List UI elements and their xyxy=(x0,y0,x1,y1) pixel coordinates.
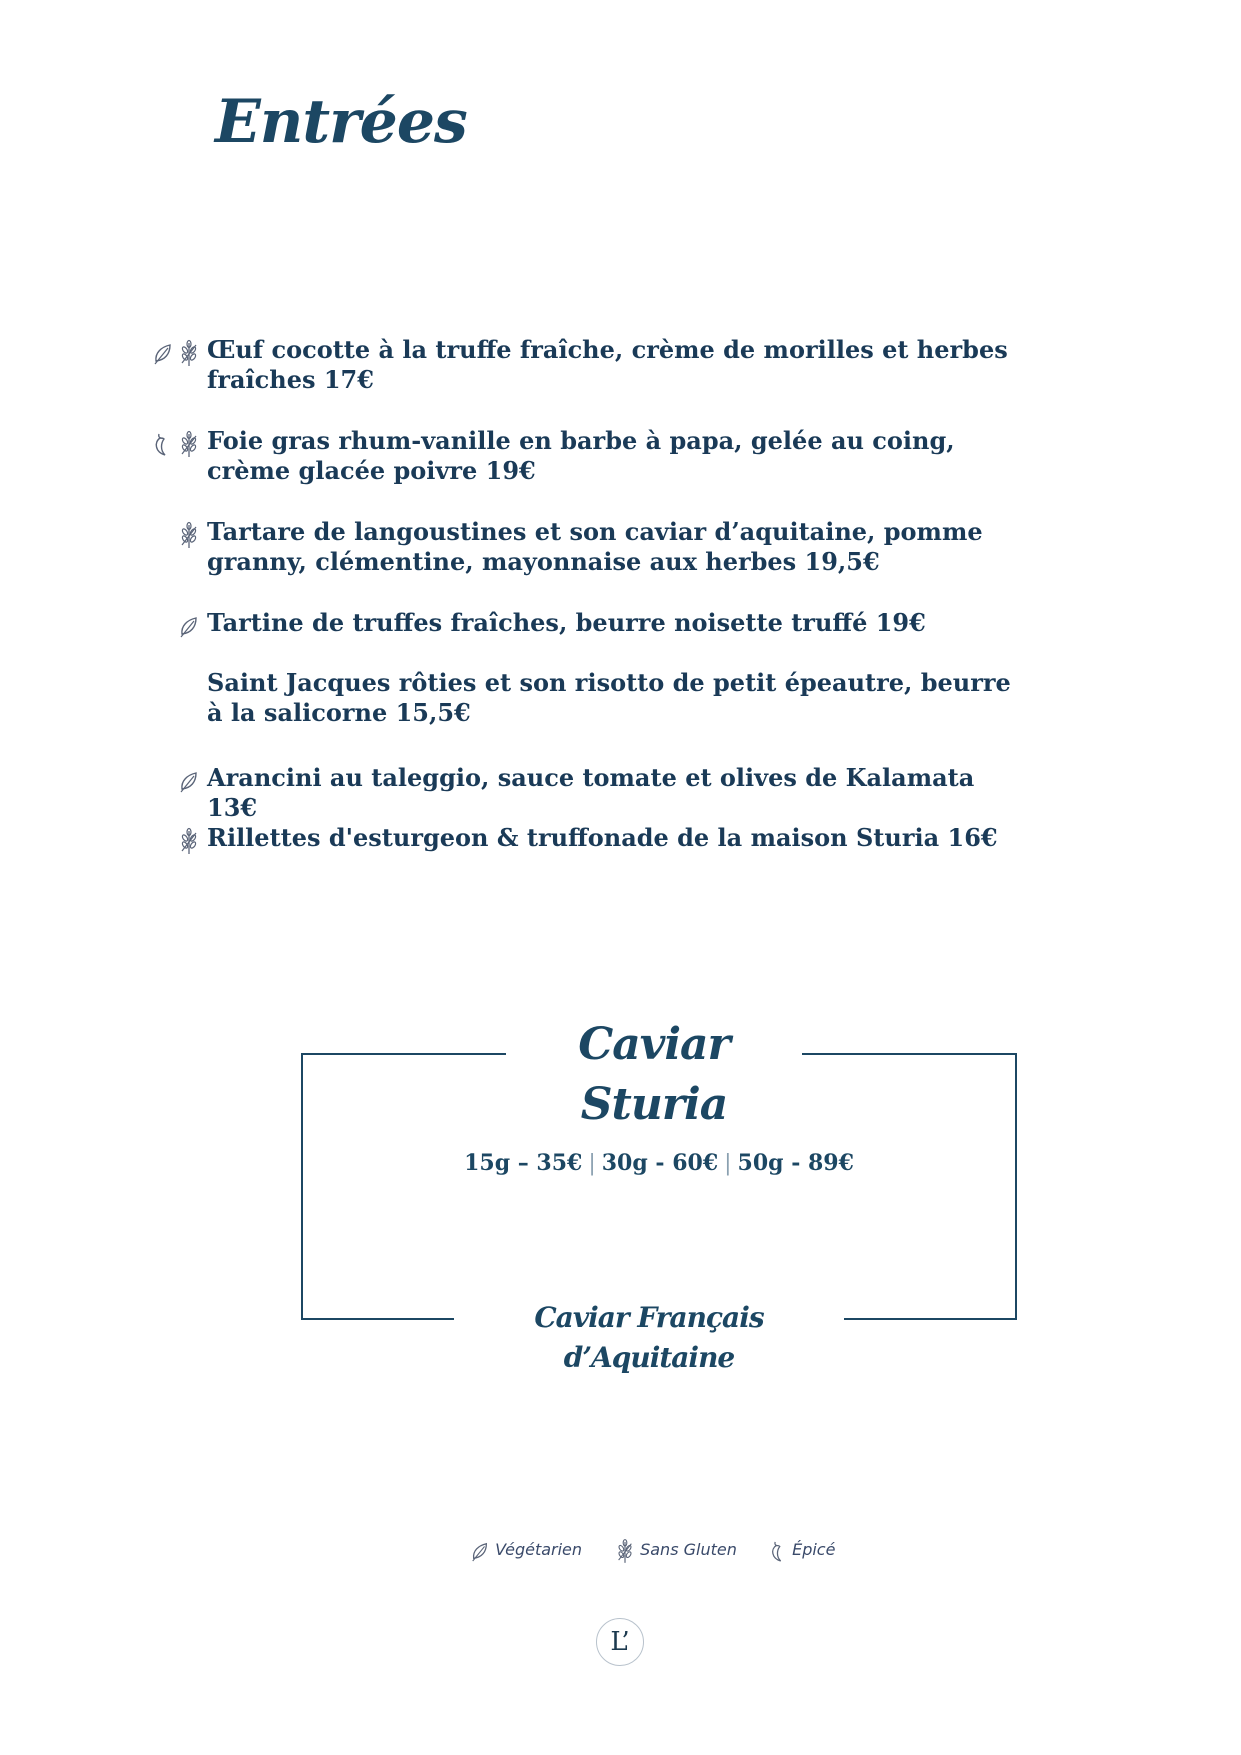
gluten-free-icon xyxy=(178,339,200,367)
dietary-icons xyxy=(148,612,202,640)
caviar-subtitle: Caviar Français d’Aquitaine xyxy=(454,1298,844,1378)
dish-name: Foie gras rhum-vanille en barbe à papa, gelée au coing, crème glacée poivre 19€ xyxy=(207,426,955,485)
legend-label: Épicé xyxy=(792,1540,836,1559)
dietary-icons xyxy=(148,521,202,549)
dietary-icons xyxy=(148,767,202,795)
gluten-free-icon xyxy=(178,521,200,549)
vegetarian-icon xyxy=(470,1540,490,1559)
dish-name: Tartine de truffes fraîches, beurre noisette truffé 19€ xyxy=(207,608,926,637)
caviar-price: 50g - 89€ xyxy=(737,1150,854,1176)
dish-name: Œuf cocotte à la truffe fraîche, crème de morilles et herbes fraîches 17€ xyxy=(207,335,1008,394)
dish-name: Tartare de langoustines et son caviar d’aquitaine, pomme granny, clémentine, mayonnaise aux herbes 19,5€ xyxy=(207,517,983,576)
gluten-free-icon xyxy=(178,827,200,855)
vegetarian-icon xyxy=(178,612,200,640)
gluten-free-icon xyxy=(615,1540,635,1559)
vegetarian-icon xyxy=(178,767,200,795)
dietary-icons xyxy=(148,339,202,367)
spicy-icon xyxy=(767,1540,787,1559)
vegetarian-icon xyxy=(152,339,174,367)
dish-name: Rillettes d'esturgeon & truffonade de la maison Sturia 16€ xyxy=(207,823,998,852)
caviar-price: 30g - 60€ xyxy=(601,1150,719,1176)
caviar-prices xyxy=(301,1150,1017,1176)
dietary-icons xyxy=(148,827,202,855)
dish-name: Saint Jacques rôties et son risotto de petit épeautre, beurre à la salicorne 15,5€ xyxy=(207,668,1011,727)
legend-item-vegetarian xyxy=(470,1535,582,1565)
legend-label: Végétarien xyxy=(495,1540,583,1559)
dietary-icons xyxy=(148,430,202,458)
restaurant-logo: L’ xyxy=(596,1618,644,1666)
legend-item-spicy xyxy=(767,1535,835,1565)
spicy-icon xyxy=(150,430,172,458)
price-separator: | xyxy=(588,1151,596,1176)
page-title: Entrées xyxy=(215,87,467,157)
dish-name: Arancini au taleggio, sauce tomate et olives de Kalamata 13€ xyxy=(207,763,975,822)
caviar-title: Caviar Sturia xyxy=(506,1015,802,1135)
caviar-price: 15g – 35€ xyxy=(464,1150,583,1176)
price-separator: | xyxy=(724,1151,732,1176)
legend-label: Sans Gluten xyxy=(640,1540,737,1559)
legend-item-gluten-free xyxy=(615,1535,737,1565)
gluten-free-icon xyxy=(178,430,200,458)
